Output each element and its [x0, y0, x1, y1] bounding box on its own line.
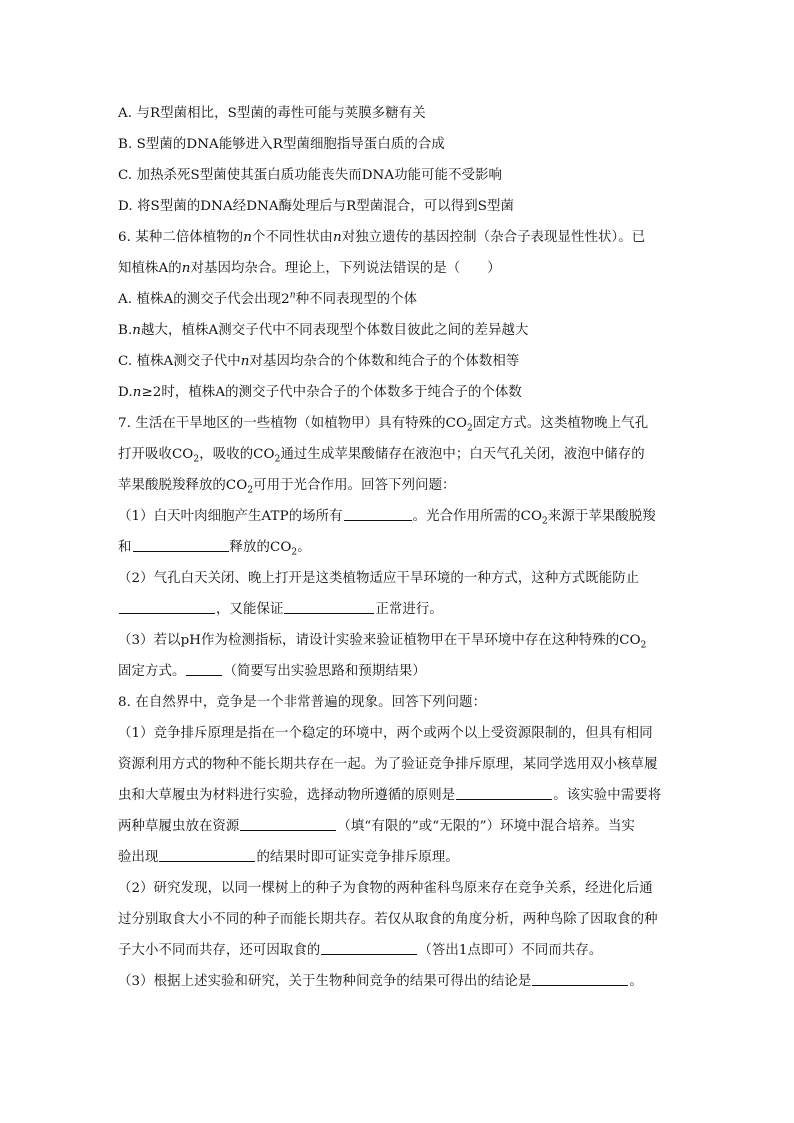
answer-blank[interactable]	[532, 971, 628, 986]
q7-stem-line-2: 打开吸收$CO_2$，吸收的$CO_2$通过生成苹果酸储存在液泡中；白天气孔关闭，液泡中储存的	[118, 447, 645, 465]
q6-option-b: B.n越大，植株A测交子代中不同表现型个体数目彼此之间的差异越大	[118, 323, 529, 338]
q6-stem-line-2: 知植株A的n对基因均杂合。理论上，下列说法错误的是（ ）	[118, 261, 501, 276]
q5-option-d: D. 将S型菌的DNA经DNA酶处理后与R型菌混合，可以得到S型菌	[118, 199, 514, 214]
q8-part-3: （3）根据上述实验和研究，关于生物种间竞争的结果可得出的结论是 。	[118, 966, 678, 997]
q6-stem-line-1: 6. 某种二倍体植物的n个不同性状由n对独立遗传的基因控制（杂合子表现显性性状）。已	[118, 230, 646, 245]
q8-part-1-line-2: 资源利用方式的物种不能长期共存在一起。为了验证竞争排斥原理，某同学选用双小核草履	[118, 757, 658, 772]
answer-blank[interactable]	[119, 599, 215, 614]
q8-part-2-line-3: 子大小不同而共存，还可因取食的 （答出1点即可）不同而共存。	[118, 935, 678, 966]
q5-option-b: B. S型菌的DNA能够进入R型菌细胞指导蛋白质的合成	[118, 137, 445, 152]
answer-blank[interactable]	[456, 785, 552, 800]
q8-part-2-line-2: 过分别取食大小不同的种子而能长期共存。若仅从取食的角度分析，两种鸟除了因取食的种	[118, 912, 658, 927]
answer-blank[interactable]	[159, 847, 255, 862]
q7-stem-line-1: 7. 生活在干旱地区的一些植物（如植物甲）具有特殊的$CO_2$固定方式。这类植物晚上气孔	[118, 416, 649, 434]
answer-blank[interactable]	[240, 816, 336, 831]
q8-part-1-line-5: 验出现 的结果时即可证实竞争排斥原理。	[118, 842, 678, 873]
q7-part-3-line-1: （3）若以pH作为检测指标，请设计实验来验证植物甲在干旱环境中存在这种特殊的$CO_2$	[118, 633, 647, 651]
q8-part-1-line-3: 虫和大草履虫为材料进行实验，选择动物所遵循的原则是 。该实验中需要将	[118, 780, 678, 811]
q7-stem-line-3: 苹果酸脱羧释放的$CO_2$可用于光合作用。回答下列问题：	[118, 478, 456, 496]
q6-option-c: C. 植株A测交子代中n对基因均杂合的个体数和纯合子的个体数相等	[118, 354, 520, 369]
exam-page	[118, 98, 678, 997]
q7-part-2-line-1: （2）气孔白天关闭、晚上打开是这类植物适应干旱环境的一种方式，这种方式既能防止	[118, 571, 640, 586]
q5-option-a: A. 与R型菌相比，S型菌的毒性可能与荚膜多糖有关	[118, 106, 426, 121]
q7-part-1-line-2: 和 释放的$CO_2$。	[118, 532, 678, 563]
q5-option-c: C. 加热杀死S型菌使其蛋白质功能丧失而DNA功能可能不受影响	[118, 168, 503, 183]
q8-intro: 8. 在自然界中，竞争是一个非常普遍的现象。回答下列问题：	[118, 695, 487, 710]
answer-blank[interactable]	[321, 940, 417, 955]
answer-blank[interactable]	[133, 537, 229, 552]
q8-part-2-line-1: （2）研究发现，以同一棵树上的种子为食物的两种雀科鸟原来存在竞争关系，经进化后通	[118, 881, 653, 896]
answer-blank[interactable]	[186, 661, 222, 676]
q7-part-3-line-2: 固定方式。 （简要写出实验思路和预期结果）	[118, 656, 678, 687]
q8-part-1-line-4: 两种草履虫放在资源 （填“有限的”或“无限的”）环境中混合培养。当实	[118, 811, 678, 842]
answer-blank[interactable]	[344, 506, 412, 521]
q8-part-1-line-1: （1）竞争排斥原理是指在一个稳定的环境中，两个或两个以上受资源限制的，但具有相同	[118, 726, 653, 741]
q6-option-d: D.n≥2时，植株A的测交子代中杂合子的个体数多于纯合子的个体数	[118, 385, 522, 400]
q7-part-1-line-1: （1）白天叶肉细胞产生ATP的场所有 。光合作用所需的$CO_2$来源于苹果酸脱羧	[118, 501, 678, 532]
answer-blank[interactable]	[284, 599, 374, 614]
q7-part-2-line-2: ，又能保证 正常进行。	[118, 594, 678, 625]
q6-option-a: A. 植株A的测交子代会出现2$^n$种不同表现型的个体	[118, 290, 418, 307]
